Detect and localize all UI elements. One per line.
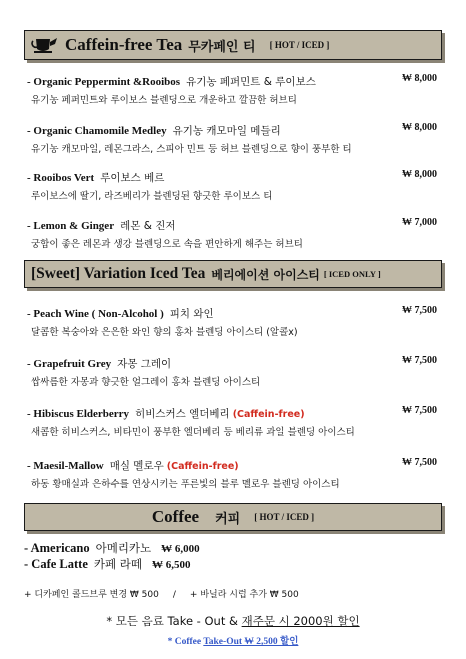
section-title: [Sweet] Variation Iced Tea [31,265,206,282]
coffee-item [24,540,200,556]
section-title: Caffein-free Tea [65,35,183,54]
item-price: ₩ 6,500 [151,559,191,571]
item-name-ko: 유기농 캐모마일 메들리 [172,125,281,137]
caffeine-free-note: (Caffein-free) [232,409,305,420]
menu-item [27,354,439,388]
notice-highlight: 재주문 시 2000원 할인 [241,614,360,628]
section-tag: [ HOT / ICED ] [269,40,330,50]
item-description: 새콤한 히비스커스, 비타민이 풍부한 엘더베리 등 베리류 과일 블렌딩 아이스티 [31,427,355,438]
item-name-ko: 루이보스 베르 [100,172,165,184]
section-title-ko: 베리에이션 아이스티 [211,267,320,282]
item-price: ₩ 7,500 [402,355,437,366]
item-name: - Americano [24,541,90,555]
item-price: ₩ 6,000 [161,543,200,555]
discount-highlight: Take-Out ₩ 2,500 할인 [203,637,299,647]
discount-text: * Coffee [167,637,204,647]
option-separator: / [172,590,176,600]
menu-item [27,404,439,438]
item-name: - Organic Peppermint &Rooibos [27,76,181,88]
item-name-ko: 매실 멜로우 [109,460,164,472]
item-name: - Rooibos Vert [27,172,95,184]
section-title-ko: 커피 [215,511,241,527]
item-price: ₩ 7,500 [402,457,437,468]
item-name-ko: 자몽 그레이 [117,358,172,370]
menu-item [27,456,439,490]
item-price: ₩ 7,500 [402,305,437,316]
coffee-header [24,503,442,531]
item-name-ko: 레몬 & 진저 [120,220,176,232]
item-description: 하동 황매실과 은하수를 연상시키는 푸른빛의 블루 멜로우 블렌딩 아이스티 [31,479,340,490]
coffee-discount-notice [0,633,466,647]
item-name-ko: 히비스커스 엘더베리 [135,408,230,420]
item-price: ₩ 8,000 [402,169,437,180]
caffeine-free-note: (Caffein-free) [166,461,239,472]
item-name: - Peach Wine ( Non-Alcohol ) [27,308,164,320]
section-tag: [ HOT / ICED ] [254,512,315,522]
item-name-ko: 카페 라떼 [93,557,142,571]
vanilla-option: + 바닐라 시럽 추가 ₩ 500 [189,590,299,600]
menu-item [27,121,439,155]
item-description: 달콤한 복숭아와 은은한 와인 향의 홍차 블렌딩 아이스티 (알콜x) [31,327,298,338]
item-name: - Organic Chamomile Medley [27,125,167,137]
section-tag: [ ICED ONLY ] [323,269,381,279]
item-description: 궁합이 좋은 레몬과 생강 블렌딩으로 속을 편안하게 해주는 허브티 [31,239,303,250]
coffee-options [24,587,299,600]
section-title: Coffee [151,507,200,526]
section-title-ko: 무카페인 티 [188,39,256,55]
menu-item [27,216,439,250]
item-name-ko: 유기농 페퍼민트 & 루이보스 [186,76,316,88]
teapot-cup-icon [31,35,61,55]
menu-item [27,72,439,106]
item-name-ko: 피치 와인 [169,308,214,320]
item-name: - Cafe Latte [24,557,88,571]
menu-item [27,168,439,202]
item-description: 루이보스에 딸기, 라즈베리가 블렌딩된 향긋한 루이보스 티 [31,191,273,202]
decaf-option: + 디카페인 콜드브루 변경 ₩ 500 [24,590,159,600]
item-price: ₩ 7,000 [402,217,437,228]
item-name: - Grapefruit Grey [27,358,112,370]
menu-item [27,304,439,338]
coffee-item [24,556,190,572]
item-name: - Hibiscus Elderberry [27,408,130,420]
item-name: - Maesil-Mallow [27,460,104,472]
item-price: ₩ 8,000 [402,122,437,133]
caffeine-free-header [24,30,442,60]
item-price: ₩ 7,500 [402,405,437,416]
item-description: 유기농 캐모마일, 레몬그라스, 스피아 민트 등 허브 블렌딩으로 향이 풍부한 티 [31,144,352,155]
item-name: - Lemon & Ginger [27,220,115,232]
item-name-ko: 아메리카노 [95,541,152,555]
notice-text: * 모든 음료 Take - Out & [106,614,242,628]
item-description: 유기농 페퍼민트와 루이보스 블렌딩으로 개운하고 깔끔한 허브티 [31,95,297,106]
sweet-variation-header [24,260,442,288]
takeout-notice [0,613,466,629]
item-description: 쌉싸름한 자몽과 향긋한 얼그레이 홍차 블렌딩 아이스티 [31,377,261,388]
item-price: ₩ 8,000 [402,73,437,84]
